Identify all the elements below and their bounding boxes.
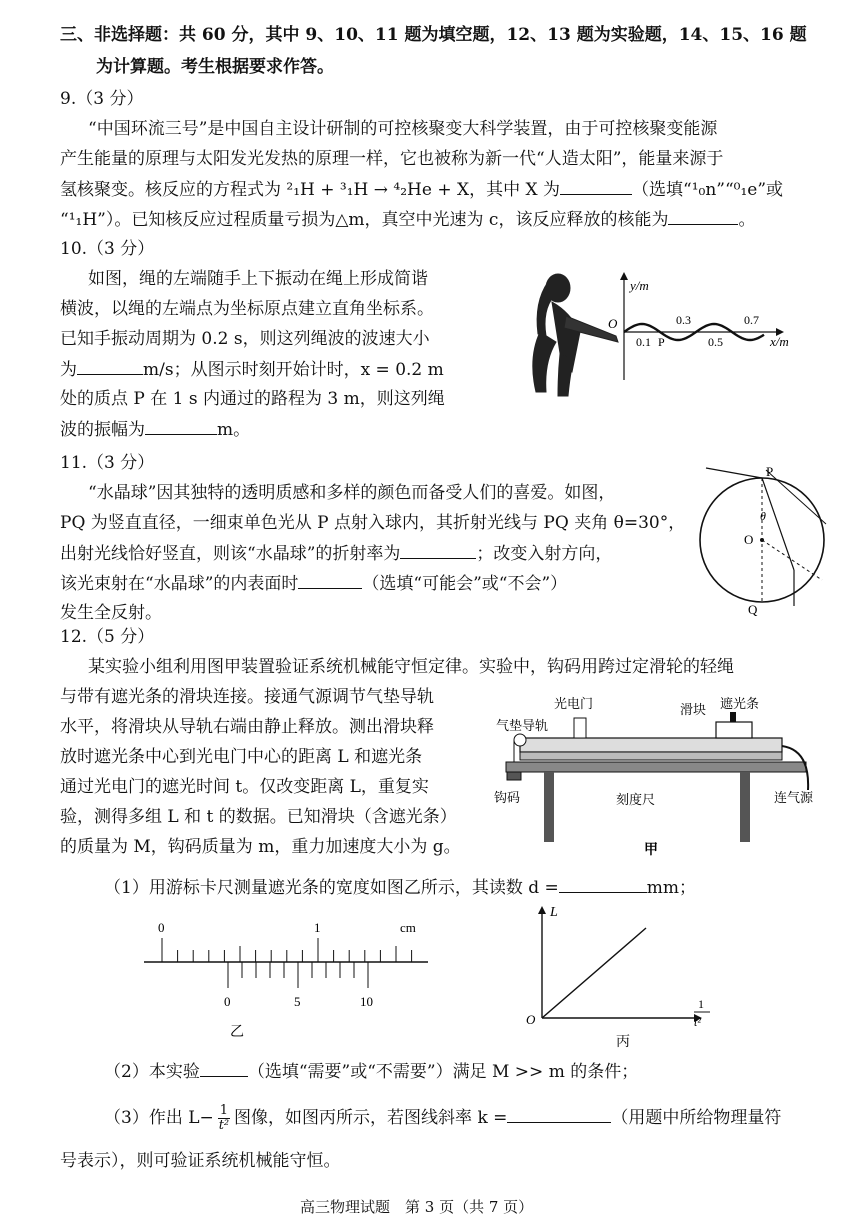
q10-text-3: 已知手振动周期为 0.2 s，则这列绳波的波速大小 <box>60 329 430 349</box>
incident-ray <box>706 468 762 478</box>
q12-blank-3[interactable] <box>507 1106 611 1123</box>
q10-text-5: 处的质点 P 在 1 s 内通过的路程为 3 m，则这列绳 <box>60 389 445 409</box>
y-axis-label: y/m <box>630 278 649 293</box>
unit-cm: cm <box>400 920 416 935</box>
q12-text-5: 通过光电门的遮光时间 t。仅改变距离 L，重复实 <box>60 777 429 797</box>
main-scale-label-1: 1 <box>314 920 321 935</box>
q9-text-3 <box>60 178 783 201</box>
q9-options: （选填“¹₀n”“⁰₁e”或 <box>632 180 784 200</box>
q11-text-4 <box>60 572 567 595</box>
vernier-label-5: 5 <box>294 994 301 1009</box>
q12-text-3: 水平，将滑块从导轨右端由静止释放。测出滑块释 <box>60 717 434 737</box>
person-illustration <box>533 274 618 396</box>
tick-label-0.3: 0.3 <box>676 313 691 327</box>
q10-text-6 <box>60 418 250 441</box>
label-light-shield: 遮光条 <box>720 696 760 711</box>
q10-blank-2[interactable] <box>145 418 217 435</box>
q12-part1-prompt: （1）用游标卡尺测量遮光条的宽度如图乙所示，其读数 d = <box>104 878 559 898</box>
section-title-line2: 为计算题。考生根据要求作答。 <box>96 57 334 77</box>
table-leg-right <box>740 772 750 842</box>
q12-part1-unit: mm； <box>646 878 696 898</box>
vernier-label-10: 10 <box>360 994 373 1009</box>
graph-origin: O <box>526 1012 536 1027</box>
y-axis-arrow <box>620 272 628 280</box>
q10-amplitude-label: 波的振幅为 <box>60 420 145 440</box>
q12-part3 <box>104 1104 781 1133</box>
q11-text-3 <box>60 542 612 565</box>
label-air-source: 连气源 <box>774 790 814 805</box>
caption-bing: 丙 <box>616 1035 630 1050</box>
label-hook-weight: 钩码 <box>494 790 521 805</box>
air-track-figure <box>490 690 830 860</box>
q12-part2-prompt: （2）本实验 <box>104 1062 200 1082</box>
q12-part2-options: （选填“需要”或“不需要”）满足 M >> m 的条件； <box>247 1062 639 1082</box>
l-vs-inverse-t2-graph <box>520 900 720 1052</box>
center-o-label: O <box>744 532 754 547</box>
q11-options: （选填“可能会”或“不会”） <box>362 574 568 594</box>
q9-blank-1[interactable] <box>560 178 632 195</box>
label-air-track: 气垫导轨 <box>496 718 549 733</box>
graph-y-arrow <box>538 906 546 914</box>
graph-line <box>542 928 646 1018</box>
normal-line <box>762 540 822 580</box>
q12-part3-prompt: （3）作出 L− <box>104 1108 214 1128</box>
air-track <box>520 738 782 752</box>
q11-change: ；改变入射方向， <box>476 544 613 564</box>
fraction-denominator: t² <box>218 1118 230 1133</box>
q12-text-2: 与带有遮光条的滑块连接。接通气源调节气垫导轨 <box>60 687 434 707</box>
q12-blank-1[interactable] <box>559 876 647 893</box>
q12-part1 <box>104 876 696 899</box>
pulley <box>514 734 526 746</box>
q11-text-1: “水晶球”因其独特的透明质感和多样的颜色而备受人们的喜爱。如图， <box>88 483 616 503</box>
q10-amplitude-unit: m。 <box>217 420 251 440</box>
x-axis-label: x/m <box>770 334 789 349</box>
graph-x-label-denominator: t² <box>694 1015 701 1029</box>
rope-wave-figure <box>500 262 810 410</box>
q10-wei: 为 <box>60 360 77 380</box>
label-slider: 滑块 <box>680 702 707 717</box>
q9-mass-defect: “¹₁H”）。已知核反应过程质量亏损为△m，真空中光速为 c，该反应释放的核能为 <box>60 210 669 230</box>
point-q-label: Q <box>748 602 758 617</box>
graph-x-label-numerator: 1 <box>698 997 704 1011</box>
q10-heading: 10.（3 分） <box>60 239 155 259</box>
q11-blank-2[interactable] <box>298 572 362 589</box>
q9-text-4 <box>60 208 755 231</box>
q12-heading: 12.（5 分） <box>60 627 155 647</box>
table-top <box>506 762 806 772</box>
fraction-numerator: 1 <box>219 1103 229 1118</box>
page-footer: 高三物理试题 第 3 页（共 7 页） <box>300 1198 534 1216</box>
origin-label: O <box>608 316 618 331</box>
point-p-label: P <box>658 335 665 349</box>
q10-speed-unit: m/s；从图示时刻开始计时，x = 0.2 m <box>143 360 444 380</box>
q9-text-1: “中国环流三号”是中国自主设计研制的可控核聚变大科学装置，由于可控核聚变能源 <box>88 119 718 139</box>
light-shield-strip <box>730 712 736 722</box>
theta-label: θ <box>760 509 766 523</box>
q11-text-5: 发生全反射。 <box>60 603 162 623</box>
photogate <box>574 718 586 738</box>
center-dot <box>760 538 764 542</box>
graph-y-label: L <box>550 905 558 920</box>
q11-heading: 11.（3 分） <box>60 453 155 473</box>
vernier-label-0: 0 <box>224 994 231 1009</box>
q10-text-1: 如图，绳的左端随手上下振动在绳上形成简谐 <box>88 269 428 289</box>
q12-part3-note: （用题中所给物理量符 <box>611 1108 782 1128</box>
main-scale-label-0: 0 <box>158 920 165 935</box>
section-title-line1: 三、非选择题：共 60 分，其中 9、10、11 题为填空题，12、13 题为实验题，14、15、16 题 <box>60 25 807 45</box>
q12-text-1: 某实验小组利用图甲装置验证系统机械能守恒定律。实验中，钩码用跨过定滑轮的轻绳 <box>88 657 734 677</box>
q12-part3-cont: 号表示），则可验证系统机械能守恒。 <box>60 1151 341 1171</box>
q10-blank-1[interactable] <box>77 358 143 375</box>
q9-period: 。 <box>738 210 756 230</box>
main-scale-ticks <box>162 938 412 962</box>
q12-text-4: 放时遮光条中心到光电门中心的距离 L 和遮光条 <box>60 747 423 767</box>
q10-text-2: 横波，以绳的左端点为坐标原点建立直角坐标系。 <box>60 299 434 319</box>
label-ruler: 刻度尺 <box>616 792 656 807</box>
q11-text-2: PQ 为竖直直径，一细束单色光从 P 点射入球内，其折射光线与 PQ 夹角 θ=30°， <box>60 513 686 533</box>
vernier-scale-ticks <box>228 962 368 988</box>
q12-blank-2[interactable] <box>200 1060 248 1077</box>
tick-label-0.7: 0.7 <box>744 313 759 327</box>
label-photogate: 光电门 <box>554 696 594 711</box>
q11-inner-surface: 该光束射在“水晶球”的内表面时 <box>60 574 299 594</box>
caption-yi: 乙 <box>230 1025 244 1040</box>
q9-text-2: 产生能量的原理与太阳发光发热的原理一样，它也被称为新一代“人造太阳”，能量来源于 <box>60 149 724 169</box>
q9-blank-2[interactable] <box>668 208 738 225</box>
q9-heading: 9.（3 分） <box>60 89 144 109</box>
q11-index-prompt: 出射光线恰好竖直，则该“水晶球”的折射率为 <box>60 544 401 564</box>
q12-part2 <box>104 1060 638 1083</box>
q12-part3-slope: 图像，如图丙所示，若图线斜率 k = <box>234 1108 508 1128</box>
crystal-ball-figure <box>696 460 856 620</box>
q11-blank-1[interactable] <box>400 542 476 559</box>
tick-label-0.1: 0.1 <box>636 335 651 349</box>
table-leg-left <box>544 772 554 842</box>
tick-label-0.5: 0.5 <box>708 335 723 349</box>
slider-block <box>716 722 752 738</box>
point-p-label: P <box>766 464 774 479</box>
refracted-ray <box>762 478 794 570</box>
caption-jia: 甲 <box>644 843 658 858</box>
vernier-caliper-figure <box>138 912 438 1042</box>
q12-text-7: 的质量为 M，钩码质量为 m，重力加速度大小为 g。 <box>60 837 461 857</box>
q12-text-6: 验，测得多组 L 和 t 的数据。已知滑块（含遮光条） <box>60 807 457 827</box>
ruler-bar <box>520 752 782 760</box>
q10-text-4 <box>60 358 444 381</box>
fraction-1-over-t2 <box>218 1104 230 1133</box>
q9-equation: 氢核聚变。核反应的方程式为 ²₁H + ³₁H → ⁴₂He + X，其中 X 为 <box>60 180 560 200</box>
